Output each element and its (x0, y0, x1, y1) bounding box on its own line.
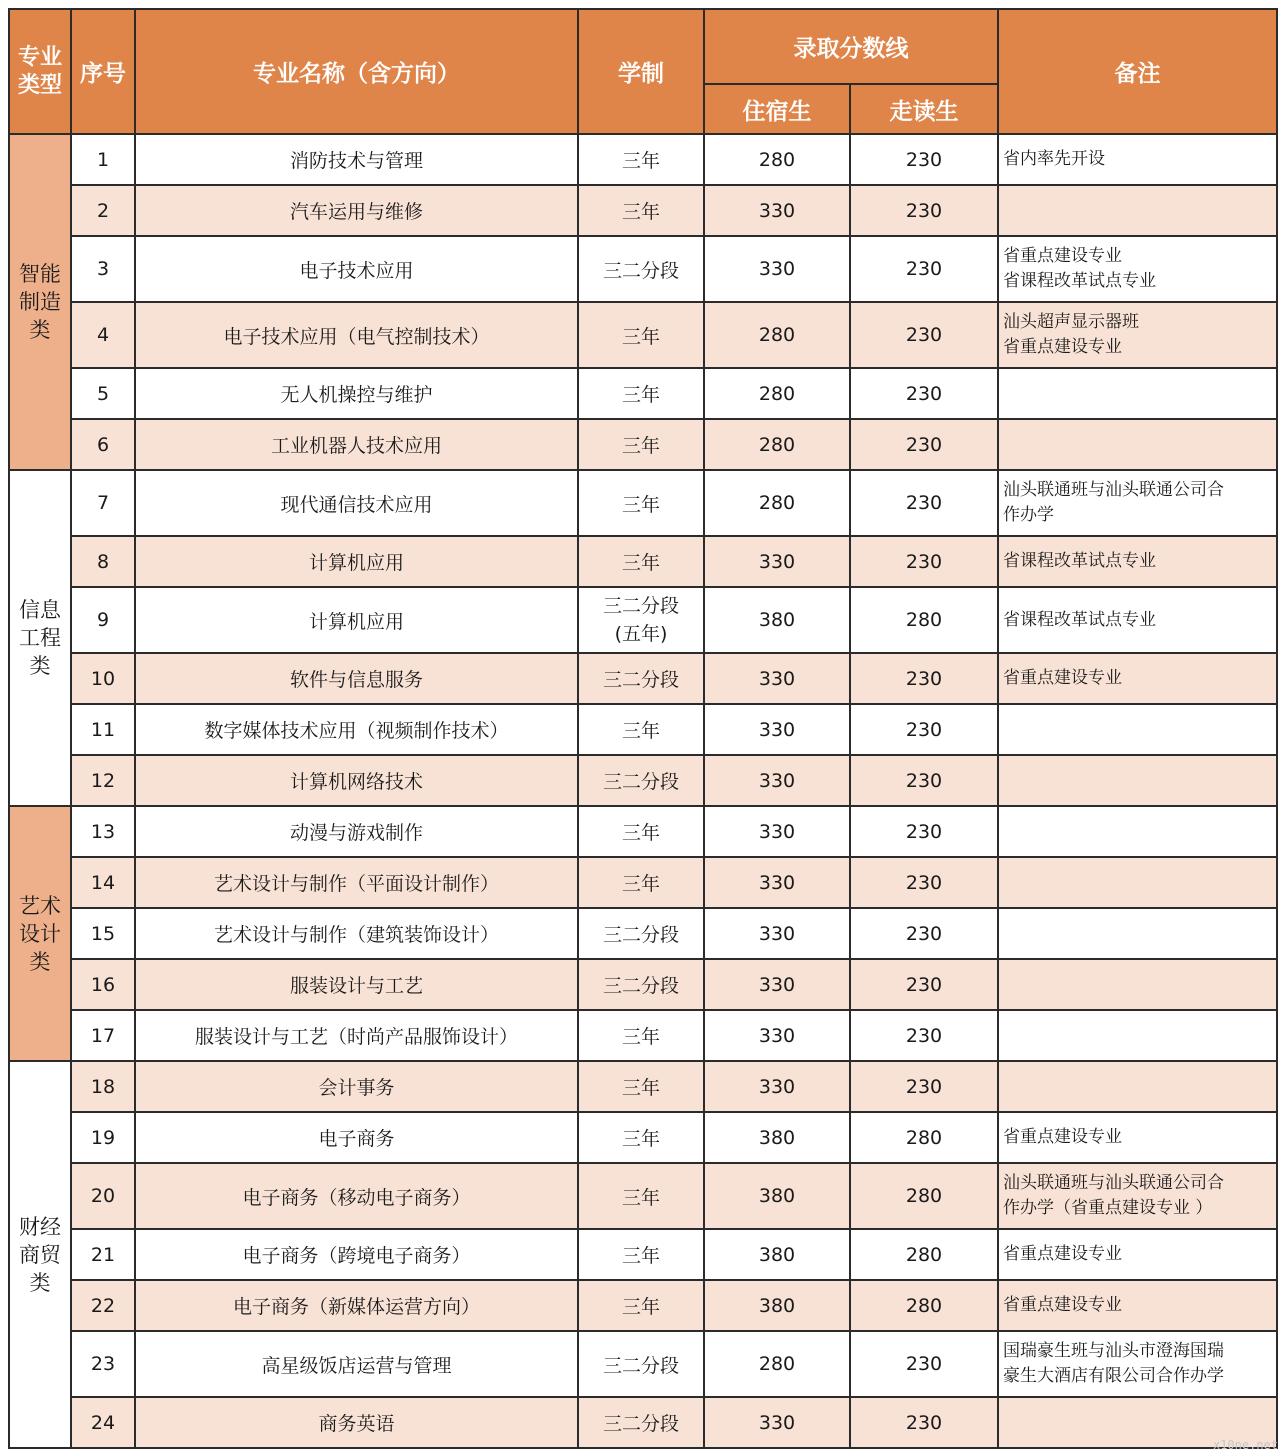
day-score-cell: 230 (850, 1331, 998, 1397)
duration-text: 三年 (621, 435, 660, 457)
header-boarding: 住宿生 (704, 84, 850, 134)
major-name-cell: 工业机器人技术应用 (135, 419, 578, 470)
major-name-cell: 汽车运用与维修 (135, 185, 578, 236)
table-row (9, 368, 1277, 419)
major-name-cell: 商务英语 (135, 1397, 578, 1448)
category-label-line: 艺术 (19, 893, 61, 918)
boarding-score-cell: 280 (704, 419, 850, 470)
table-row (9, 1163, 1277, 1229)
major-name-cell: 电子商务（跨境电子商务） (135, 1229, 578, 1280)
duration-text: 三年 (621, 720, 660, 742)
day-score-cell: 230 (850, 959, 998, 1010)
duration-text: 三年 (621, 873, 660, 895)
remark-text: 作办学（省重点建设专业 ） (1003, 1198, 1213, 1218)
seq-cell: 21 (71, 1229, 135, 1280)
remark-text: 省重点建设专业 (1003, 1244, 1122, 1264)
header-category: 专业类型 (9, 9, 71, 134)
duration-cell (578, 1331, 704, 1397)
remark-text: 省重点建设专业 (1003, 337, 1122, 357)
remark-text: 国瑞豪生班与汕头市澄海国瑞 (1003, 1341, 1224, 1361)
day-score-cell: 230 (850, 419, 998, 470)
major-name-cell: 电子商务（新媒体运营方向） (135, 1280, 578, 1331)
duration-text: 三年 (621, 325, 660, 348)
day-score-cell: 230 (850, 185, 998, 236)
category-cell (9, 470, 71, 806)
duration-text: (五年) (614, 623, 668, 645)
table-body (9, 134, 1277, 1448)
seq-cell: 15 (71, 908, 135, 959)
remark-cell (998, 185, 1277, 236)
seq-cell: 6 (71, 419, 135, 470)
remark-cell (998, 806, 1277, 857)
header-major-name: 专业名称（含方向） (135, 9, 578, 134)
category-cell (9, 806, 71, 1061)
category-label-line: 工程 (19, 626, 61, 650)
day-score-cell: 230 (850, 236, 998, 302)
major-name-cell: 高星级饭店运营与管理 (135, 1331, 578, 1397)
seq-cell: 19 (71, 1112, 135, 1163)
header-duration: 学制 (578, 9, 704, 134)
day-score-cell: 230 (850, 857, 998, 908)
day-score-cell: 230 (850, 1397, 998, 1448)
seq-cell: 8 (71, 536, 135, 587)
header-remark: 备注 (998, 9, 1277, 134)
table-row (9, 1061, 1277, 1112)
duration-text: 三年 (621, 201, 660, 223)
duration-text: 三二分段 (602, 595, 679, 617)
remark-text: 豪生大酒店有限公司合作办学 (1003, 1366, 1224, 1386)
boarding-score-cell: 280 (704, 470, 850, 536)
category-label-line: 财经 (19, 1214, 61, 1239)
major-name-cell: 无人机操控与维护 (135, 368, 578, 419)
table-row (9, 704, 1277, 755)
boarding-score-cell: 380 (704, 587, 850, 653)
remark-cell (998, 419, 1277, 470)
table-row (9, 134, 1277, 185)
duration-text: 三年 (621, 552, 660, 574)
duration-cell (578, 536, 704, 587)
category-label-line: 信息 (19, 598, 61, 622)
seq-cell: 1 (71, 134, 135, 185)
table-row (9, 806, 1277, 857)
duration-text: 三年 (621, 822, 660, 844)
duration-cell (578, 857, 704, 908)
category-label-line: 类 (29, 318, 51, 342)
remark-cell (998, 959, 1277, 1010)
major-name-cell: 计算机应用 (135, 536, 578, 587)
seq-cell: 3 (71, 236, 135, 302)
duration-text: 三二分段 (602, 669, 679, 691)
boarding-score-cell: 330 (704, 806, 850, 857)
remark-cell (998, 908, 1277, 959)
header-day-student: 走读生 (850, 84, 998, 134)
table-row (9, 1112, 1277, 1163)
boarding-score-cell: 380 (704, 1229, 850, 1280)
day-score-cell: 230 (850, 704, 998, 755)
boarding-score-cell: 280 (704, 134, 850, 185)
remark-cell (998, 1229, 1277, 1280)
remark-cell (998, 236, 1277, 302)
remark-cell (998, 704, 1277, 755)
boarding-score-cell: 330 (704, 536, 850, 587)
table-row (9, 1397, 1277, 1448)
major-name-cell: 电子技术应用 (135, 236, 578, 302)
table-row (9, 959, 1277, 1010)
remark-cell (998, 302, 1277, 368)
major-name-cell: 艺术设计与制作（建筑装饰设计） (135, 908, 578, 959)
seq-cell: 9 (71, 587, 135, 653)
boarding-score-cell: 330 (704, 755, 850, 806)
remark-cell (998, 368, 1277, 419)
remark-cell (998, 1280, 1277, 1331)
major-name-cell: 电子商务（移动电子商务） (135, 1163, 578, 1229)
seq-cell: 23 (71, 1331, 135, 1397)
remark-text: 汕头联通班与汕头联通公司合 (1003, 480, 1224, 500)
remark-text: 汕头联通班与汕头联通公司合 (1003, 1173, 1224, 1193)
remark-cell (998, 755, 1277, 806)
category-label-line: 类 (29, 1270, 51, 1295)
table-row (9, 536, 1277, 587)
day-score-cell: 230 (850, 908, 998, 959)
remark-text: 省重点建设专业 (1003, 1295, 1122, 1315)
remark-cell (998, 1010, 1277, 1061)
remark-cell (998, 1163, 1277, 1229)
duration-cell (578, 1010, 704, 1061)
day-score-cell: 230 (850, 470, 998, 536)
remark-cell (998, 1331, 1277, 1397)
boarding-score-cell: 380 (704, 1163, 850, 1229)
table-row (9, 236, 1277, 302)
duration-text: 三二分段 (602, 1413, 679, 1435)
duration-cell (578, 806, 704, 857)
day-score-cell: 230 (850, 653, 998, 704)
boarding-score-cell: 330 (704, 653, 850, 704)
remark-text: 汕头超声显示器班 (1003, 312, 1139, 332)
duration-text: 三二分段 (602, 259, 679, 282)
table-row (9, 1331, 1277, 1397)
major-name-cell: 数字媒体技术应用（视频制作技术） (135, 704, 578, 755)
seq-cell: 7 (71, 470, 135, 536)
duration-text: 三年 (621, 384, 660, 406)
boarding-score-cell: 380 (704, 1280, 850, 1331)
major-name-cell: 现代通信技术应用 (135, 470, 578, 536)
duration-text: 三二分段 (602, 1354, 679, 1377)
major-name-cell: 计算机应用 (135, 587, 578, 653)
day-score-cell: 280 (850, 1280, 998, 1331)
major-name-cell: 动漫与游戏制作 (135, 806, 578, 857)
category-label-line: 设计 (19, 921, 61, 946)
table-row (9, 1280, 1277, 1331)
major-name-cell: 电子技术应用（电气控制技术） (135, 302, 578, 368)
duration-cell (578, 134, 704, 185)
day-score-cell: 280 (850, 587, 998, 653)
boarding-score-cell: 330 (704, 857, 850, 908)
day-score-cell: 230 (850, 368, 998, 419)
major-name-cell: 软件与信息服务 (135, 653, 578, 704)
category-label-line: 制造 (19, 290, 61, 314)
seq-cell: 24 (71, 1397, 135, 1448)
table-row (9, 419, 1277, 470)
seq-cell: 10 (71, 653, 135, 704)
remark-text: 省重点建设专业 (1003, 246, 1122, 266)
major-name-cell: 计算机网络技术 (135, 755, 578, 806)
duration-cell (578, 1397, 704, 1448)
remark-cell (998, 1061, 1277, 1112)
major-name-cell: 服装设计与工艺（时尚产品服饰设计） (135, 1010, 578, 1061)
duration-text: 三二分段 (602, 771, 679, 793)
seq-cell: 13 (71, 806, 135, 857)
day-score-cell: 230 (850, 134, 998, 185)
admission-score-table (8, 8, 1278, 1449)
duration-text: 三年 (621, 493, 660, 516)
boarding-score-cell: 330 (704, 908, 850, 959)
boarding-score-cell: 280 (704, 368, 850, 419)
day-score-cell: 230 (850, 1010, 998, 1061)
remark-text: 省课程改革试点专业 (1003, 551, 1156, 571)
duration-cell (578, 470, 704, 536)
seq-cell: 17 (71, 1010, 135, 1061)
duration-cell (578, 653, 704, 704)
remark-cell (998, 587, 1277, 653)
seq-cell: 11 (71, 704, 135, 755)
duration-cell (578, 1061, 704, 1112)
category-cell (9, 1061, 71, 1448)
seq-cell: 5 (71, 368, 135, 419)
day-score-cell: 230 (850, 755, 998, 806)
duration-cell (578, 1112, 704, 1163)
boarding-score-cell: 330 (704, 236, 850, 302)
table-row (9, 908, 1277, 959)
boarding-score-cell: 330 (704, 1397, 850, 1448)
category-label-line: 类 (29, 949, 51, 974)
duration-text: 三年 (621, 1128, 660, 1150)
remark-cell (998, 134, 1277, 185)
seq-cell: 12 (71, 755, 135, 806)
boarding-score-cell: 330 (704, 959, 850, 1010)
day-score-cell: 280 (850, 1229, 998, 1280)
duration-cell (578, 236, 704, 302)
table-row (9, 653, 1277, 704)
category-cell (9, 134, 71, 470)
duration-text: 三二分段 (602, 924, 679, 946)
remark-text: 省重点建设专业 (1003, 668, 1122, 688)
table-row (9, 302, 1277, 368)
table-row (9, 1229, 1277, 1280)
duration-text: 三年 (621, 1026, 660, 1048)
duration-cell (578, 755, 704, 806)
seq-cell: 16 (71, 959, 135, 1010)
major-name-cell: 服装设计与工艺 (135, 959, 578, 1010)
duration-cell (578, 1280, 704, 1331)
duration-text: 三年 (621, 150, 660, 172)
header-score-line: 录取分数线 (704, 9, 998, 84)
duration-cell (578, 704, 704, 755)
major-name-cell: 电子商务 (135, 1112, 578, 1163)
header-seq: 序号 (71, 9, 135, 134)
category-label-line: 类 (29, 654, 51, 678)
remark-cell (998, 470, 1277, 536)
duration-text: 三年 (621, 1245, 660, 1267)
duration-text: 三二分段 (602, 975, 679, 997)
remark-text: 省课程改革试点专业 (1003, 609, 1156, 630)
seq-cell: 4 (71, 302, 135, 368)
table-row (9, 185, 1277, 236)
day-score-cell: 230 (850, 806, 998, 857)
duration-cell (578, 959, 704, 1010)
remark-text: 省课程改革试点专业 (1003, 271, 1156, 291)
duration-text: 三年 (621, 1077, 660, 1099)
duration-cell (578, 1229, 704, 1280)
table-row (9, 755, 1277, 806)
duration-cell (578, 587, 704, 653)
seq-cell: 14 (71, 857, 135, 908)
seq-cell: 2 (71, 185, 135, 236)
boarding-score-cell: 280 (704, 302, 850, 368)
day-score-cell: 280 (850, 1163, 998, 1229)
boarding-score-cell: 280 (704, 1331, 850, 1397)
remark-cell (998, 653, 1277, 704)
duration-text: 三年 (621, 1296, 660, 1318)
day-score-cell: 230 (850, 302, 998, 368)
duration-cell (578, 368, 704, 419)
watermark: x10ne.net (1212, 1438, 1278, 1452)
duration-text: 三年 (621, 1186, 660, 1209)
major-name-cell: 会计事务 (135, 1061, 578, 1112)
category-label-line: 智能 (19, 262, 61, 286)
boarding-score-cell: 330 (704, 1061, 850, 1112)
duration-cell (578, 908, 704, 959)
table-row (9, 587, 1277, 653)
category-label-line: 商贸 (19, 1242, 61, 1267)
boarding-score-cell: 330 (704, 185, 850, 236)
boarding-score-cell: 330 (704, 1010, 850, 1061)
remark-cell (998, 536, 1277, 587)
remark-text: 省内率先开设 (1003, 149, 1105, 169)
major-name-cell: 消防技术与管理 (135, 134, 578, 185)
major-name-cell: 艺术设计与制作（平面设计制作） (135, 857, 578, 908)
duration-cell (578, 1163, 704, 1229)
day-score-cell: 230 (850, 1061, 998, 1112)
remark-cell (998, 857, 1277, 908)
seq-cell: 20 (71, 1163, 135, 1229)
duration-cell (578, 419, 704, 470)
remark-text: 省重点建设专业 (1003, 1127, 1122, 1147)
duration-cell (578, 302, 704, 368)
day-score-cell: 280 (850, 1112, 998, 1163)
remark-text: 作办学 (1003, 505, 1054, 525)
boarding-score-cell: 330 (704, 704, 850, 755)
table-row (9, 857, 1277, 908)
table-row (9, 1010, 1277, 1061)
remark-cell (998, 1112, 1277, 1163)
seq-cell: 18 (71, 1061, 135, 1112)
table-row (9, 470, 1277, 536)
seq-cell: 22 (71, 1280, 135, 1331)
boarding-score-cell: 380 (704, 1112, 850, 1163)
day-score-cell: 230 (850, 536, 998, 587)
duration-cell (578, 185, 704, 236)
